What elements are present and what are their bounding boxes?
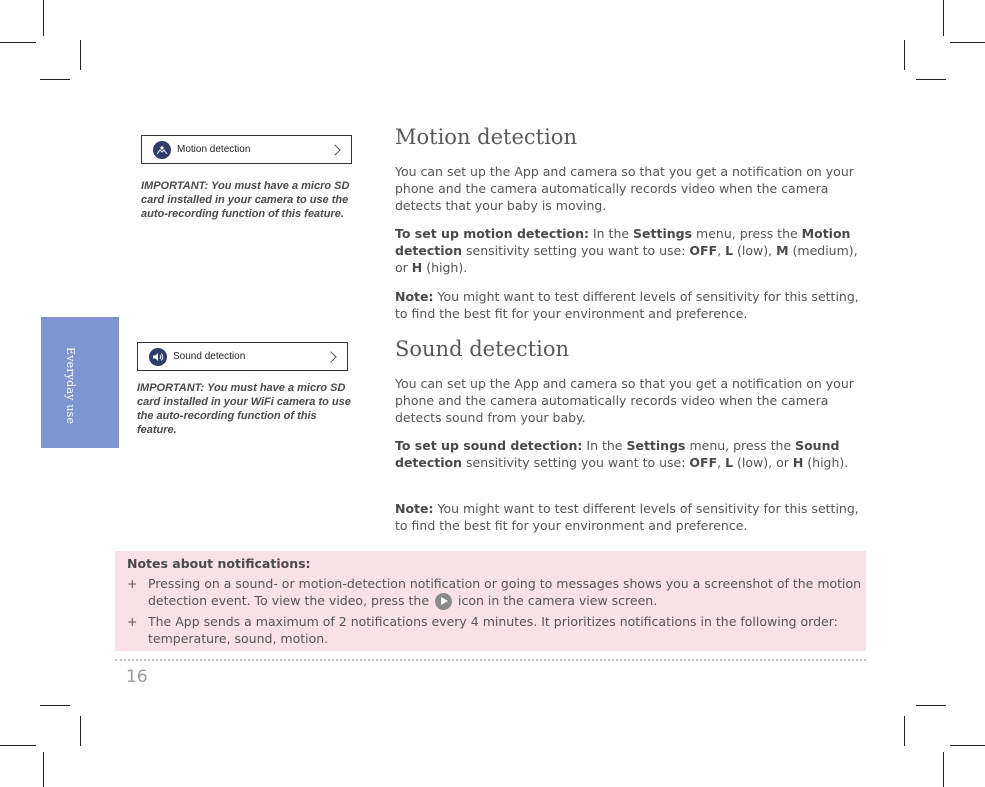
motion-detection-menu-row[interactable]	[141, 135, 352, 164]
high-option: H	[792, 455, 804, 470]
motion-detection-term: Motion detection	[395, 226, 851, 258]
crop-mark	[943, 752, 944, 787]
crop-mark	[43, 0, 44, 36]
text: ,	[717, 455, 726, 470]
text: (low),	[733, 243, 777, 258]
text: sensitivity setting you want to use:	[462, 243, 690, 258]
motion-icon	[153, 141, 171, 159]
notifications-notes-box	[115, 551, 866, 651]
crop-mark	[904, 40, 905, 70]
text: You might want to test different levels of sensitivity for this setting, to find the best fit for your environment and preference.	[395, 289, 859, 321]
plus-bullet: +	[127, 576, 138, 591]
text: (high).	[422, 260, 468, 275]
crop-mark	[943, 0, 944, 36]
notes-list-item	[127, 575, 862, 610]
play-icon	[435, 593, 452, 610]
motion-important-note: IMPORTANT: You must have a micro SD card installed in your camera to use the auto-recording function of this feature.	[141, 180, 350, 220]
sound-detection-term: Sound detection	[395, 438, 840, 470]
motion-setup-label: To set up motion detection:	[395, 226, 589, 241]
note-label: Note:	[395, 289, 434, 304]
motion-intro: You can set up the App and camera so that you get a notification on your phone and the camera automatically records video when the camera detects that your baby is moving.	[395, 164, 854, 213]
motion-note	[395, 288, 865, 322]
off-option: OFF	[689, 243, 718, 258]
text: sensitivity setting you want to use:	[462, 455, 690, 470]
chevron-right-icon	[329, 144, 340, 155]
plus-bullet: +	[127, 614, 138, 629]
sound-setup-label: To set up sound detection:	[395, 438, 583, 453]
text: icon in the camera view screen.	[454, 593, 658, 608]
text: In the	[589, 226, 634, 241]
chevron-right-icon	[325, 351, 336, 362]
low-option: L	[725, 455, 734, 470]
crop-mark	[0, 42, 36, 43]
off-option: OFF	[689, 455, 718, 470]
crop-mark	[40, 79, 70, 80]
note-text	[148, 575, 862, 610]
sound-note	[395, 500, 865, 534]
sound-detection-label: Sound detection	[173, 351, 246, 362]
text: In the	[582, 438, 627, 453]
crop-mark	[80, 716, 81, 746]
text: menu, press the	[685, 438, 796, 453]
high-option: H	[411, 260, 423, 275]
settings-term: Settings	[626, 438, 686, 453]
section-side-tab	[41, 317, 119, 448]
motion-setup-instructions	[395, 225, 865, 276]
crop-mark	[43, 752, 44, 787]
notes-list-item	[127, 613, 862, 647]
crop-mark	[950, 745, 985, 746]
crop-mark	[40, 705, 70, 706]
page-number: 16	[126, 667, 148, 687]
notes-title: Notes about notifications:	[127, 556, 311, 571]
settings-term: Settings	[633, 226, 693, 241]
sound-detection-menu-row[interactable]	[137, 342, 348, 371]
text: (high).	[803, 455, 849, 470]
note-label: Note:	[395, 501, 434, 516]
dotted-divider	[115, 659, 866, 661]
medium-option: M	[776, 243, 789, 258]
low-option: L	[725, 243, 734, 258]
sound-intro: You can set up the App and camera so that you get a notification on your phone and the camera automatically records video when the camera detects sound from your baby.	[395, 376, 854, 425]
motion-detection-label: Motion detection	[177, 144, 251, 155]
text: Pressing on a sound- or motion-detection notification or going to messages shows you a screenshot of the motion detection event. To view the video, press the	[148, 576, 862, 608]
crop-mark	[80, 40, 81, 70]
text: (medium), or	[395, 243, 858, 275]
sound-important-note: IMPORTANT: You must have a micro SD card installed in your WiFi camera to use the auto-recording function of this feature.	[137, 382, 351, 436]
text: menu, press the	[692, 226, 802, 241]
text: ,	[717, 243, 726, 258]
crop-mark	[916, 79, 946, 80]
note-text: The App sends a maximum of 2 notifications every 4 minutes. It prioritizes notifications in the following order: temperature, sound, motion.	[148, 614, 838, 646]
sound-icon	[149, 348, 167, 366]
text: You might want to test different levels of sensitivity for this setting, to find the best fit for your environment and preference.	[395, 501, 859, 533]
crop-mark	[0, 745, 36, 746]
crop-mark	[916, 705, 946, 706]
sound-setup-instructions	[395, 437, 865, 471]
crop-mark	[950, 42, 985, 43]
motion-detection-heading: Motion detection	[395, 125, 577, 149]
crop-mark	[904, 716, 905, 746]
side-tab-label: Everyday use	[64, 347, 77, 425]
text: (low), or	[733, 455, 793, 470]
sound-detection-heading: Sound detection	[395, 337, 570, 361]
